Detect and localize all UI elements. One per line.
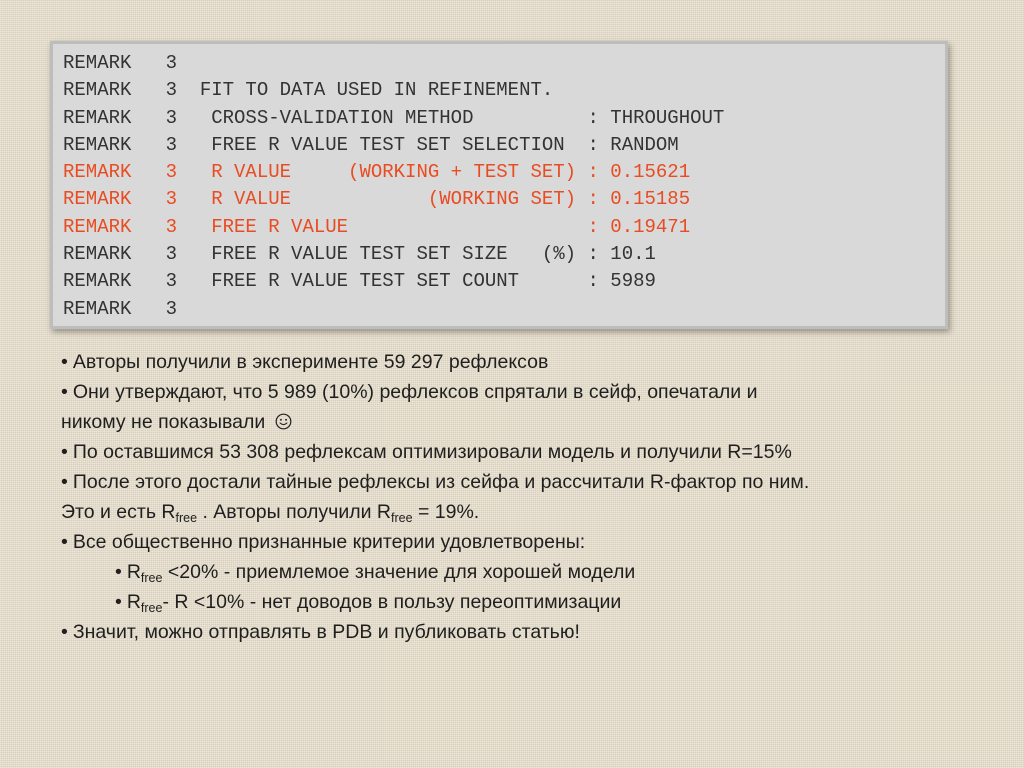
bullet-marker: • [61,351,68,373]
bullet-item-1 [61,347,961,377]
bullet-marker: • [61,621,68,643]
code-line-4: REMARK 3 FREE R VALUE TEST SET SELECTION : RANDOM [63,133,679,156]
subscript-free: free [391,511,413,525]
subscript-free: free [140,601,163,615]
bullet-text: После этого достали тайные рефлексы из сейфа и рассчитали R-фактор по ним. [72,471,810,493]
sub-bullet-item-2 [61,587,961,617]
bullet-marker: • [115,561,122,583]
bullet-text: Авторы получили в эксперименте 59 297 рефлексов [72,351,549,373]
bullet-text: никому не показывали [61,411,266,433]
bullet-text: . Авторы получили R [197,501,391,523]
bullet-text: = 19%. [412,501,480,523]
bullet-marker: • [61,381,68,403]
bullet-text: R [126,561,141,583]
code-line-8: REMARK 3 FREE R VALUE TEST SET SIZE (%) : 10.1 [63,243,656,266]
code-line-1: REMARK 3 [63,52,178,74]
pdb-remark-code-box [50,41,948,329]
code-line-2: REMARK 3 FIT TO DATA USED IN REFINEMENT. [63,79,554,102]
bullet-text: Значит, можно отправлять в PDB и публиковать статью! [72,621,580,643]
code-line-6-r-value-working: REMARK 3 R VALUE (WORKING SET) : 0.15185 [63,188,691,211]
smiley-face-icon [275,413,292,430]
bullet-text: R [126,591,141,613]
bullet-text: Все общественно признанные критерии удовлетворены: [72,531,586,553]
bullet-item-4 [61,467,961,497]
code-line-3: REMARK 3 CROSS-VALIDATION METHOD : THROUGHOUT [63,106,725,129]
bullet-marker: • [115,591,122,613]
bullet-text: - R <10% - нет доводов в пользу переоптимизации [162,591,622,613]
bullet-item-3 [61,437,961,467]
bullet-marker: • [61,531,68,553]
bullet-item-4-continued [61,497,961,527]
bullet-item-6 [61,617,961,647]
bullet-text: <20% - приемлемое значение для хорошей модели [162,561,636,583]
code-line-7-free-r-value: REMARK 3 FREE R VALUE : 0.19471 [63,215,691,238]
bullet-marker: • [61,471,68,493]
code-line-5-r-value-total: REMARK 3 R VALUE (WORKING + TEST SET) : 0.15621 [63,161,691,184]
sub-bullet-item-1 [61,557,961,587]
bullet-item-5 [61,527,961,557]
bullet-list [61,347,961,647]
subscript-free: free [140,571,163,585]
bullet-text: Это и есть R [61,501,176,523]
subscript-free: free [175,511,198,525]
code-line-10: REMARK 3 [63,297,178,320]
bullet-item-2 [61,377,961,407]
bullet-text: Они утверждают, что 5 989 (10%) рефлексов спрятали в сейф, опечатали и [72,381,758,403]
bullet-text: По оставшимся 53 308 рефлексам оптимизировали модель и получили R=15% [72,441,792,463]
bullet-item-2-continued [61,407,961,437]
bullet-marker: • [61,441,68,463]
code-line-9: REMARK 3 FREE R VALUE TEST SET COUNT : 5989 [63,270,656,293]
